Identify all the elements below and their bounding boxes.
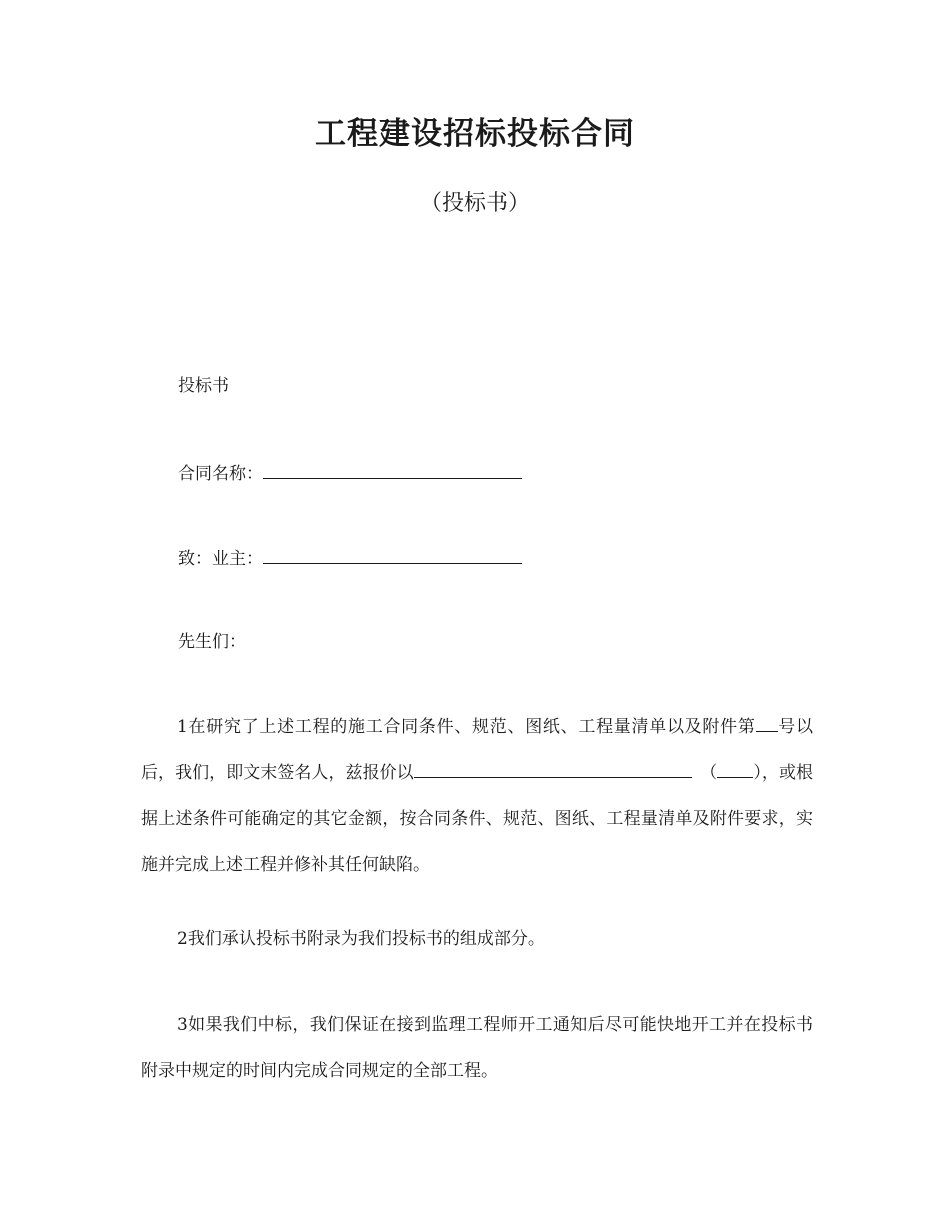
owner-label: 致：业主： xyxy=(178,549,263,569)
owner-row xyxy=(178,545,522,571)
para1-text-b: 号以后，我们，即文末签名人，兹报价以 xyxy=(141,717,814,783)
para1-text-d: ），或根据上述条件可能确定的其它金额，按合同条件、规范、图纸、工程量清单及附件要求，实施并完成上述工程并修补其任何缺陷。 xyxy=(141,763,814,875)
attachment-number-blank[interactable] xyxy=(756,713,778,732)
paragraph-2 xyxy=(141,916,813,962)
contract-name-blank[interactable] xyxy=(263,460,522,479)
contract-name-label: 合同名称： xyxy=(178,464,263,484)
para1-text-c: （ xyxy=(708,763,718,783)
para2-text: 2我们承认投标书附录为我们投标书的组成部分。 xyxy=(177,929,545,949)
section-heading: 投标书 xyxy=(178,376,229,396)
bid-amount-blank[interactable] xyxy=(414,759,692,778)
contract-name-row xyxy=(178,460,522,486)
paragraph-1 xyxy=(141,704,813,888)
bid-amount-words-blank[interactable] xyxy=(717,759,753,778)
salutation: 先生们： xyxy=(178,632,246,652)
owner-blank[interactable] xyxy=(263,545,522,564)
paragraph-3 xyxy=(141,1002,813,1094)
document-subtitle: （投标书） xyxy=(419,191,530,216)
para3-text: 3如果我们中标，我们保证在接到监理工程师开工通知后尽可能快地开工并在投标书附录中规定的时间内完成合同规定的全部工程。 xyxy=(141,1015,813,1081)
para1-text-a: 1在研究了上述工程的施工合同条件、规范、图纸、工程量清单以及附件第 xyxy=(177,717,756,737)
document-title: 工程建设招标投标合同 xyxy=(315,116,635,152)
